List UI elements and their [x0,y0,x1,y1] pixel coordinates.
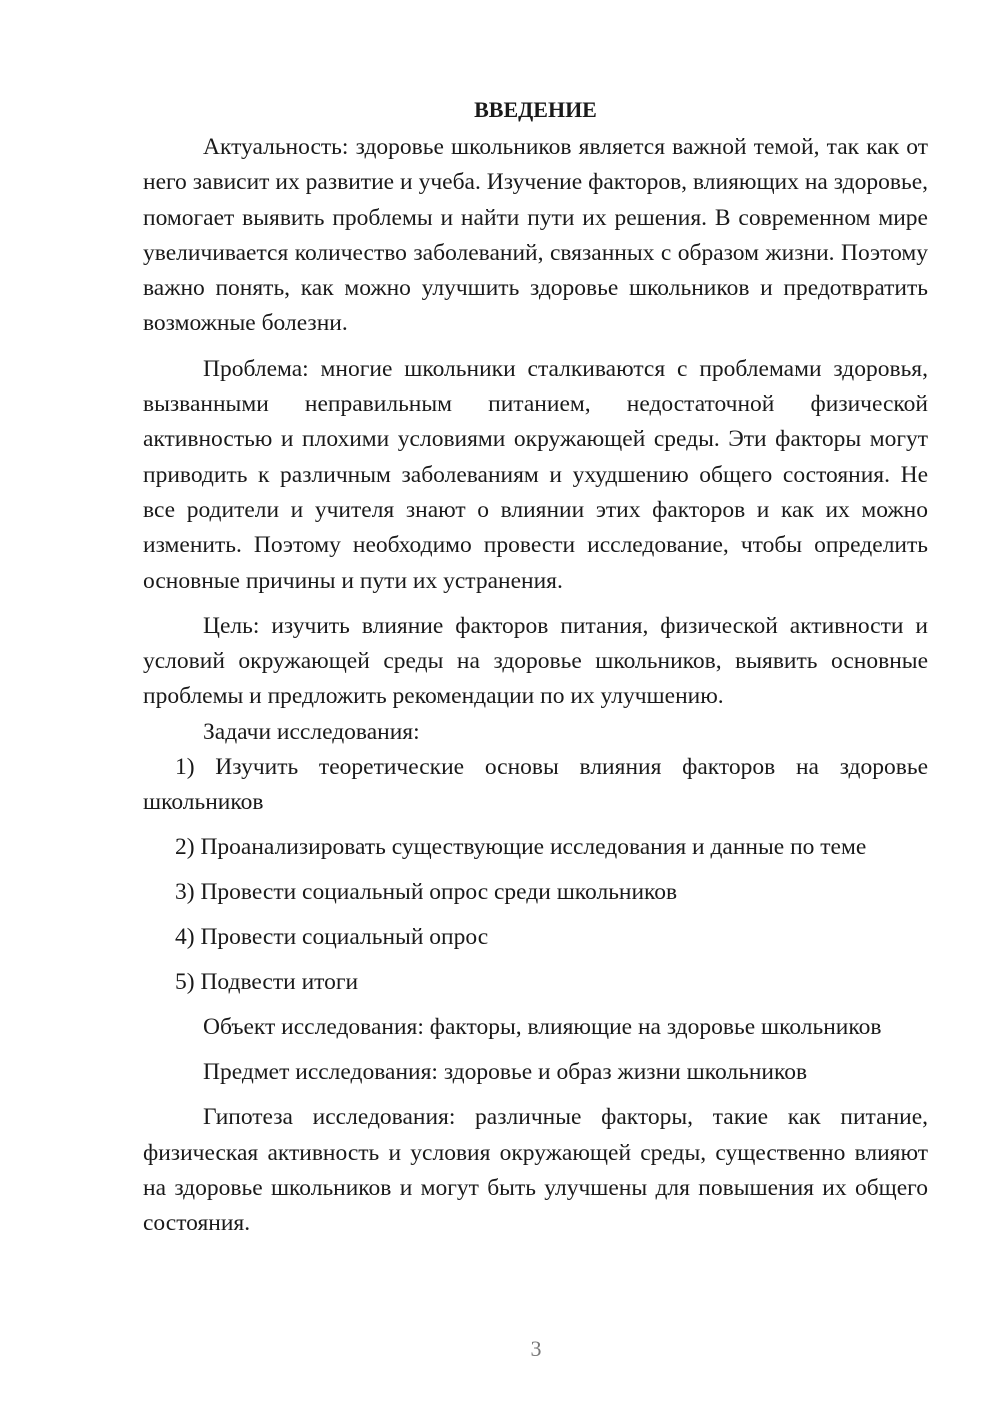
task-item-4: 4) Провести социальный опрос [175,924,489,951]
goal-paragraph: Цель: изучить влияние факторов питания, физической активности и условий окружающей среды на здоровье школьников, выявить основные проблемы и предложить рекомендации по их улучшению. [143,612,928,710]
page-content [143,92,928,1242]
relevance-paragraph: Актуальность: здоровье школьников является важной темой, так как от него зависит их развитие и учеба. Изучение факторов, влияющих на здоровье, помогает выявить проблемы и найти пути их решения. В современном мире увеличивается количество заболеваний, связанных с образом жизни. Поэтому важно понять, как можно улучшить здоровье школьников и предотвратить возможные болезни. [143,134,928,337]
section-title: ВВЕДЕНИЕ [474,97,597,122]
tasks-heading: Задачи исследования: [203,718,420,745]
research-subject: Предмет исследования: здоровье и образ жизни школьников [203,1059,808,1086]
research-object: Объект исследования: факторы, влияющие на здоровье школьников [203,1014,882,1041]
problem-paragraph: Проблема: многие школьники сталкиваются с проблемами здоровья, вызванными неправильным питанием, недостаточной физической активностью и плохими условиями окружающей среды. Эти факторы могут приводить к различным заболеваниям и ухудшению общего состояния. Не все родители и учителя знают о влиянии этих факторов и как их можно изменить. Поэтому необходимо провести исследование, чтобы определить основные причины и пути их устранения. [143,355,928,594]
hypothesis-paragraph: Гипотеза исследования: различные факторы, такие как питание, физическая активность и условия окружающей среды, существенно влияют на здоровье школьников и могут быть улучшены для повышения их общего состояния. [143,1104,928,1237]
page-number: 3 [530,1336,542,1361]
task-item-5: 5) Подвести итоги [175,969,359,996]
task-item-2: 2) Проанализировать существующие исследования и данные по теме [175,834,867,861]
task-item-1: 1) Изучить теоретические основы влияния факторов на здоровье школьников [143,753,928,816]
task-item-3: 3) Провести социальный опрос среди школьников [175,879,678,906]
